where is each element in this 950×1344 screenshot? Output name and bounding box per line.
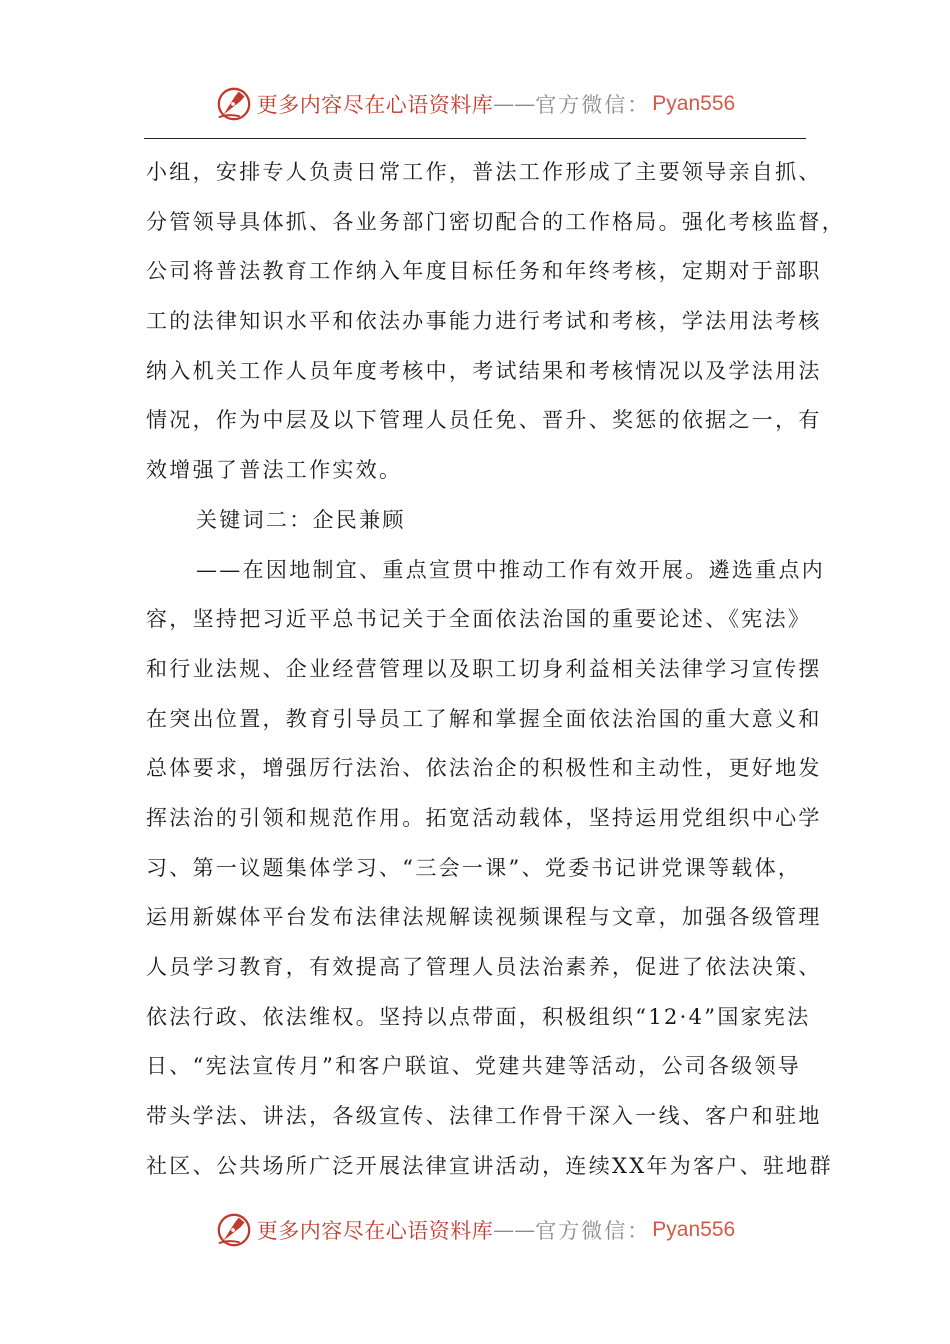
body-line: 工的法律知识水平和依法办事能力进行考试和考核，学法用法考核 [146,309,822,334]
body-line: 带头学法、讲法，各级宣传、法律工作骨干深入一线、客户和驻地 [146,1104,822,1129]
body-line: 在突出位置，教育引导员工了解和掌握全面依法治国的重大意义和 [146,706,822,731]
body-line: 分管领导具体抓、各业务部门密切配合的工作格局。强化考核监督， [146,209,845,234]
body-line: 情况，作为中层及以下管理人员任免、晋升、奖惩的依据之一，有 [146,408,822,433]
document-body [146,148,845,1191]
body-line: 和行业法规、企业经营管理以及职工切身利益相关法律学习宣传摆 [146,656,822,681]
body-line: 日、“宪法宣传月”和客户联谊、党建共建等活动，公司各级领导 [146,1054,802,1079]
banner-site-name: 更多内容尽在心语资料库 [256,1219,494,1243]
banner-dash: —— [493,92,536,116]
body-line: 依法行政、依法维权。坚持以点带面，积极组织“12·4”国家宪法 [146,1004,811,1029]
banner-wechat-id: Pyan556 [652,92,736,115]
banner-official-label: 官方微信： [535,1219,651,1243]
body-line: 容，坚持把习近平总书记关于全面依法治国的重要论述、《宪法》 [146,607,812,632]
body-line: 公司将普法教育工作纳入年度目标任务和年终考核，定期对于部职 [146,259,822,284]
body-line: 人员学习教育，有效提高了管理人员法治素养，促进了依法决策、 [146,955,822,979]
body-line: 社区、公共场所广泛开展法律宣讲活动，连续XX年为客户、驻地群 [146,1153,833,1178]
pen-nib-icon [215,1211,253,1249]
body-line: 运用新媒体平台发布法律法规解读视频课程与文章，加强各级管理 [146,905,822,930]
header-banner [0,82,950,126]
banner-dash: —— [493,1218,536,1242]
body-line: 效增强了普法工作实效。 [146,458,403,483]
header-divider [144,138,806,139]
body-line: 挥法治的引领和规范作用。拓宽活动载体，坚持运用党组织中心学 [146,805,822,830]
body-line: 小组，安排专人负责日常工作，普法工作形成了主要领导亲自抓、 [146,160,822,184]
pen-nib-icon [215,85,253,123]
section-heading: 关键词二：企民兼顾 [196,507,406,532]
banner-official-label: 官方微信： [535,93,651,117]
banner-site-name: 更多内容尽在心语资料库 [256,93,494,117]
footer-banner [0,1208,950,1252]
body-line: 纳入机关工作人员年度考核中，考试结果和考核情况以及学法用法 [146,358,822,383]
body-line: 总体要求，增强厉行法治、依法治企的积极性和主动性，更好地发 [146,756,822,781]
banner-wechat-id: Pyan556 [652,1218,736,1241]
body-line: ——在因地制宜、重点宣贯中推动工作有效开展。遴选重点内 [196,557,826,582]
body-line: 习、第一议题集体学习、“三会一课”、党委书记讲党课等载体， [146,855,802,880]
